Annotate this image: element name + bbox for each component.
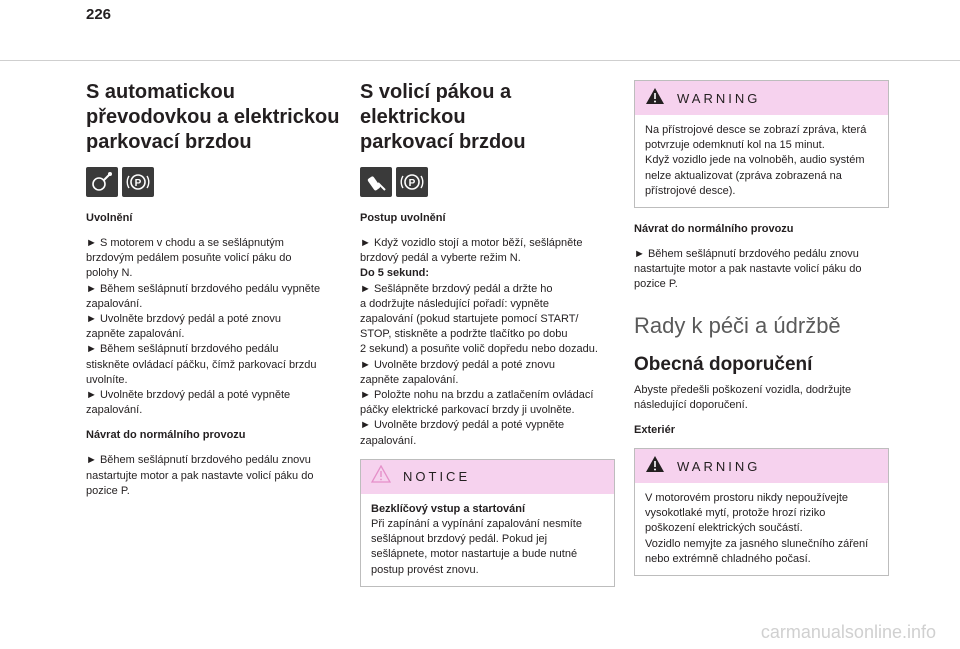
title-line: S automatickou [86,81,235,103]
svg-text:P: P [408,178,416,189]
text-line: Abyste předešli poškození vozidla, dodržujte [634,383,852,396]
text-line: ► Položte nohu na brzdu a zatlačením ovládací [360,389,594,402]
title-line: převodovkou a elektrickou [86,106,340,128]
text-line: ► Uvolněte brzdový pedál a poté znovu [360,358,555,371]
column-care-maintenance [634,80,889,590]
text-line: a dodržujte následující pořadí: vypněte [360,297,549,310]
text-line: sešlápnete, motor nastartuje a bude nutné [371,548,578,561]
chapter-title: Rady k péči a údržbě [634,312,841,338]
text-line: Do 5 sekund: [360,267,430,280]
text-line: vysokotlaké mytí, protože hrozí riziko [645,507,826,520]
warning-body [635,115,888,207]
text-line: ► Během sešlápnutí brzdového pedálu [86,343,279,356]
text-line: STOP, stiskněte a podržte tlačítko po dobu [360,328,568,341]
text-line: postup provést znovu. [371,563,479,576]
warning-box-1 [634,80,889,208]
section-title-automatic [86,80,341,155]
text-line: nebo extrémně chladného počasí. [645,552,811,565]
text-line: ► Uvolněte brzdový pedál a poté vypněte [360,419,565,432]
text-line: ► Během sešlápnutí brzdového pedálu vypněte [86,282,321,295]
section-title-selector [360,80,615,155]
text-line: Na přístrojové desce se zobrazí zpráva, která [645,124,867,136]
title-line: S volicí pákou a elektrickou [360,81,512,128]
warning-icon [645,455,665,478]
text-line: Když vozidlo jede na volnoběh, audio systém [645,154,865,167]
electric-parking-brake-icon [122,167,154,197]
text-line: zapalování. [86,404,143,417]
column-automatic-gearbox [86,80,341,509]
icon-row [86,167,341,197]
warning-header [635,449,888,483]
text-line: brzdovým pedálem posuňte volicí páku do [86,252,292,265]
svg-text:P: P [134,178,142,189]
text-line: zapalování. [86,297,143,310]
text-line: 2 sekund) a posuňte volič dopředu nebo dozadu. [360,343,598,356]
text-line: přístrojové desce). [645,184,736,197]
text-line: Při zapínání a vypínání zapalování nesmíte [371,518,582,531]
text-line: ► Sešlápněte brzdový pedál a držte ho [360,282,553,295]
text-line: stiskněte ovládací páčku, čímž parkovací brzdu [86,358,317,371]
text-line: pozice P. [86,484,130,497]
electric-parking-brake-icon [396,167,428,197]
return-normal-steps [86,453,341,499]
text-line: zapalování (pokud startujete pomocí START/ [360,313,579,326]
release-steps [86,236,341,418]
warning-title: WARNING [677,458,761,474]
subheading-release: Uvolnění [86,212,133,224]
text-line: nastartujte motor a pak nastavte volicí páku do [634,263,862,276]
text-line: ► Uvolněte brzdový pedál a poté vypněte [86,389,291,402]
title-line: parkovací brzdou [360,131,526,153]
text-line: ► Uvolněte brzdový pedál a poté znovu [86,313,281,326]
text-line: Bezklíčový vstup a startování [371,502,526,515]
text-line: brzdový pedál a vyberte režim N. [360,252,521,265]
intro-text [634,383,889,413]
notice-body [361,494,614,586]
text-line: potvrzuje odemknutí kol na 15 minut. [645,139,825,152]
return-normal-steps [634,247,889,293]
warning-header [635,81,888,115]
text-line: následující doporučení. [634,398,748,411]
text-line: pozice P. [634,278,678,291]
text-line: zapněte zapalování. [86,328,185,341]
text-line: poškození elektrických součástí. [645,522,803,535]
text-line: ► Během sešlápnutí brzdového pedálu znovu [634,248,859,261]
text-line: uvolníte. [86,373,128,386]
heading-general-recommendations: Obecná doporučení [634,353,813,375]
text-line: páčky elektrické parkovací brzdy ji uvolněte. [360,404,575,417]
warning-box-2 [634,448,889,576]
header-divider [0,60,960,61]
text-line: zapněte zapalování. [360,373,459,386]
subheading-exterior: Exteriér [634,424,675,437]
text-line: nastartujte motor a pak nastavte volicí páku do [86,469,314,482]
subheading-return-normal: Návrat do normálního provozu [86,429,246,442]
subheading-return-normal: Návrat do normálního provozu [634,223,794,236]
text-line: polohy N. [86,267,133,280]
watermark: carmanualsonline.info [760,622,936,642]
notice-icon [371,465,391,488]
warning-title: WARNING [677,90,761,106]
key-icon [360,167,392,197]
text-line: V motorovém prostoru nikdy nepoužívejte [645,492,848,505]
notice-title: NOTICE [403,469,471,485]
text-line: nelze aktualizovat (zpráva zobrazená na [645,169,842,182]
text-line: zapalování. [360,434,417,447]
release-procedure-steps [360,236,615,449]
column-selector-lever [360,80,615,601]
title-line: parkovací brzdou [86,131,252,153]
text-line: sešlápnout brzdový pedál. Pokud jej [371,533,548,546]
text-line: Vozidlo nemyjte za jasného slunečního záření [645,537,869,550]
notice-box [360,459,615,587]
automatic-gearbox-icon [86,167,118,197]
icon-row [360,167,615,197]
warning-icon [645,87,665,110]
text-line: ► Když vozidlo stojí a motor běží, sešlápněte [360,237,583,249]
text-line: ► S motorem v chodu a se sešlápnutým [86,237,284,249]
subheading-release-procedure: Postup uvolnění [360,212,446,224]
page-number: 226 [86,6,112,23]
notice-header [361,460,614,494]
warning-body [635,483,888,575]
text-line: ► Během sešlápnutí brzdového pedálu znovu [86,454,311,467]
